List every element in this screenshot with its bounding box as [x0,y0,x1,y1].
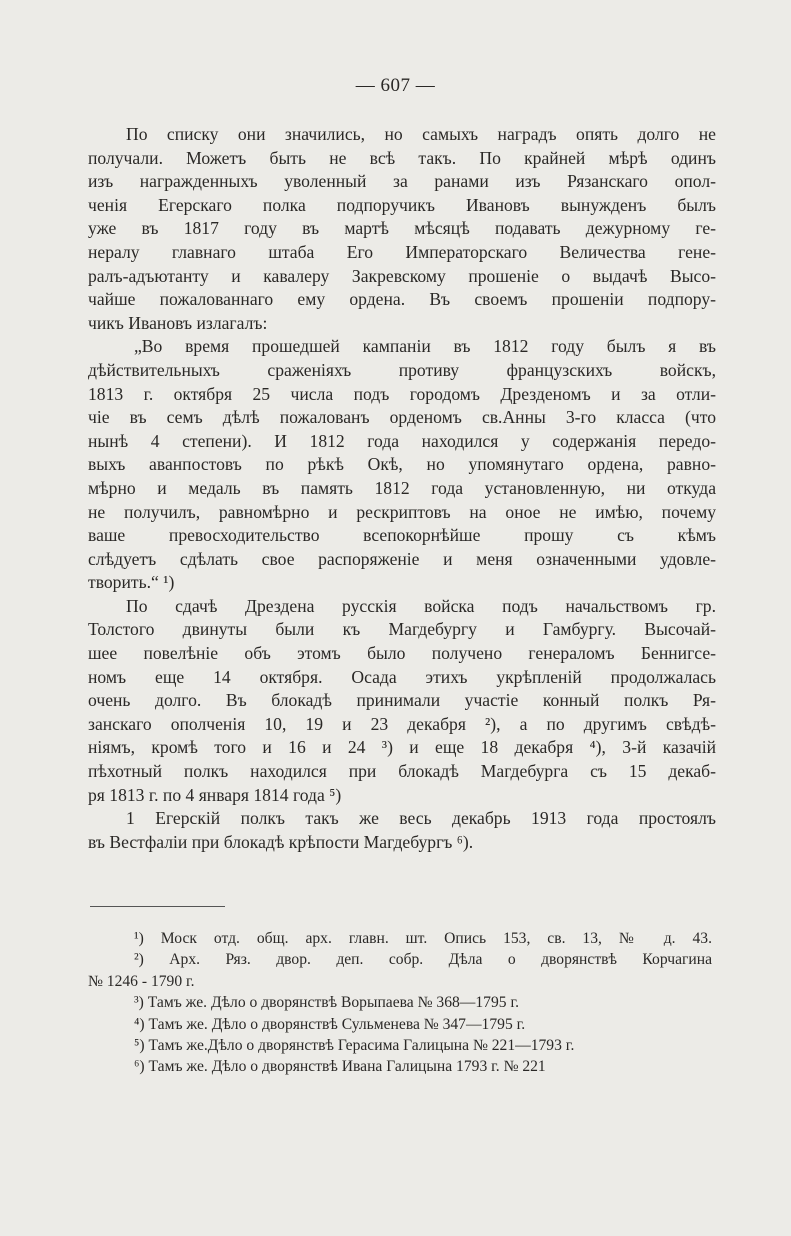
quote-line: 1813 г. октября 25 числа подъ городомъ Дрезденомъ и за отли- [88,383,716,404]
quote-line: чіе въ семъ дѣлѣ пожалованъ орденомъ св.Анны 3-го класса (что [88,407,716,428]
text-line: ря 1813 г. по 4 января 1814 года ⁵) [88,784,342,805]
text-line: нералу главнаго штаба Его Императорскаго Величества гене- [88,241,716,262]
footnote-divider [90,906,225,907]
text-line: ченія Егерскаго полка подпоручикъ Ивановъ вынужденъ былъ [88,194,716,215]
text-line: въ Вестфаліи при блокадѣ крѣпости Магдебургъ ⁶). [88,831,474,852]
text-line: ралъ-адъютанту и кавалеру Закревскому прошеніе о выдачѣ Высо- [88,265,716,286]
footnote: ¹) Моск отд. общ. арх. главн. шт. Опись 153, св. 13, № д. 43. [134,930,712,947]
quote-line: дѣйствительныхъ сраженіяхъ противу французскихъ войскъ, [88,359,716,380]
text-line: занскаго ополченія 10, 19 и 23 декабря ²), а по другимъ свѣдѣ- [88,713,716,734]
footnote: ³) Тамъ же. Дѣло о дворянствѣ Ворыпаева № 368—1795 г. [134,994,520,1012]
footnote: ⁵) Тамъ же.Дѣло о дворянствѣ Герасима Галицына № 221—1793 г. [134,1036,575,1054]
text-line: чикъ Ивановъ излагалъ: [88,312,268,333]
text-line: 1 Егерскій полкъ такъ же весь декабрь 1913 года простоялъ [126,808,716,829]
text-line: изъ награжденныхъ уволенный за ранами изъ Рязанскаго опол- [88,171,716,192]
text-line: уже въ 1817 году въ мартѣ мѣсяцѣ подавать дежурному ге- [88,218,716,239]
quote-line: слѣдуетъ сдѣлать свое распоряженіе и меня означенными удовле- [88,548,716,569]
quote-line: мѣрно и медаль въ память 1812 года установленную, ни откуда [88,477,716,498]
footnote: ⁴) Тамъ же. Дѣло о дворянствѣ Сульменева № 347—1795 г. [134,1015,526,1033]
footnote: ²) Арх. Ряз. двор. деп. собр. Дѣла о дворянствѣ Корчагина [134,951,712,969]
quote-line: ваше превосходительство всепокорнѣйше прошу съ кѣмъ [88,525,716,546]
main-text [88,123,716,854]
footnotes [88,928,712,1078]
text-line: чайше пожалованнаго ему ордена. Въ своемъ прошеніи подпору- [88,289,716,310]
text-line: пѣхотный полкъ находился при блокадѣ Магдебурга съ 15 декаб- [88,761,716,782]
footnote: № 1246 - 1790 г. [88,972,195,990]
text-line: очень долго. Въ блокадѣ принимали участіе конный полкъ Ря- [88,690,716,711]
quote-line: не получилъ, равномѣрно и рескриптовъ на оное не имѣю, почему [88,501,716,522]
quote-line: выхъ аванпостовъ по рѣкѣ Окѣ, но упомянутаго ордена, равно- [88,454,716,475]
quote-line: нынѣ 4 степени). И 1812 года находился у содержанія передо- [88,430,716,451]
text-line: По списку они значились, но самыхъ наградъ опять долго не [126,124,716,144]
quote-line: творить.“ ¹) [88,572,175,593]
page-number: — 607 — [355,75,436,96]
text-line: ніямъ, кромѣ того и 16 и 24 ³) и еще 18 декабря ⁴), 3-й казачій [88,737,716,758]
text-line: Толстого двинуты были къ Магдебургу и Гамбургу. Высочай- [88,619,716,640]
quote-line: „Во время прошедшей кампаніи въ 1812 году былъ я въ [134,336,716,357]
text-line: номъ еще 14 октября. Осада этихъ укрѣпленій продолжалась [88,666,716,687]
footnote: ⁶) Тамъ же. Дѣло о дворянствѣ Ивана Галицына 1793 г. № 221 [134,1058,546,1076]
text-line: По сдачѣ Дрездена русскія войска подъ начальствомъ гр. [126,595,716,616]
text-line: шее повелѣніе объ этомъ было получено генераломъ Беннигсе- [88,643,716,664]
text-line: получали. Можетъ быть не всѣ такъ. По крайней мѣрѣ одинъ [88,147,716,168]
